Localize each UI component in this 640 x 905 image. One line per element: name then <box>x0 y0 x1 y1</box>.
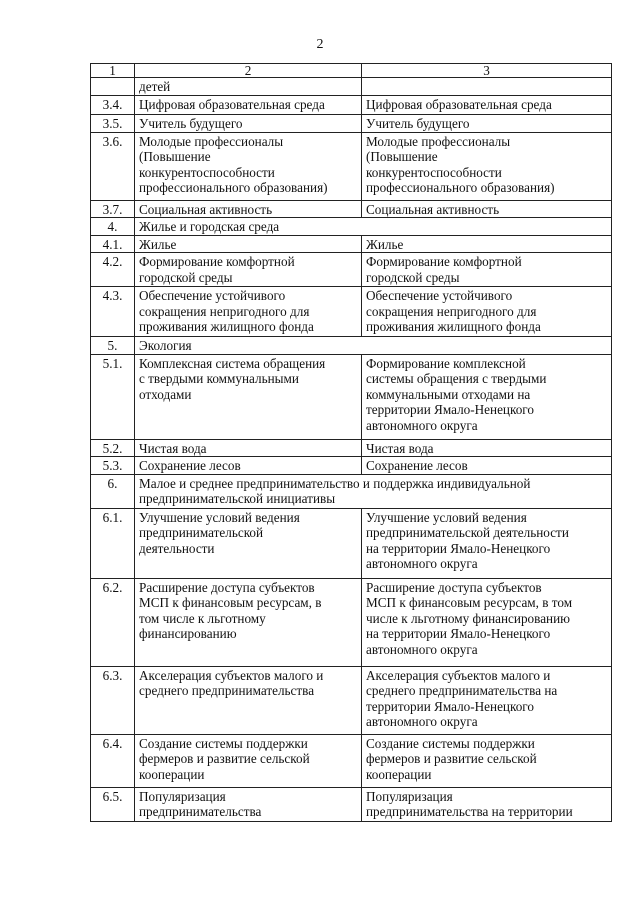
regional-project-name: Жилье <box>362 235 612 253</box>
project-name: Сохранение лесов <box>135 457 362 475</box>
regional-project-name: Создание системы поддержки фермеров и развитие сельской кооперации <box>362 734 612 787</box>
row-number: 3.7. <box>91 200 135 218</box>
row-number: 3.4. <box>91 95 135 114</box>
table-row <box>91 200 612 218</box>
row-number <box>91 78 135 96</box>
section-title: Экология <box>135 337 612 355</box>
row-number: 6. <box>91 474 135 508</box>
project-name: Социальная активность <box>135 200 362 218</box>
regional-project-name: Чистая вода <box>362 439 612 457</box>
project-name: Популяризация предпринимательства <box>135 787 362 821</box>
row-number: 4. <box>91 218 135 236</box>
project-name: Комплексная система обращения с твердыми коммунальными отходами <box>135 354 362 439</box>
table-row <box>91 457 612 475</box>
project-name: Расширение доступа субъектов МСП к финансовым ресурсам, в том числе к льготному финансированию <box>135 578 362 666</box>
project-name: Создание системы поддержки фермеров и развитие сельской кооперации <box>135 734 362 787</box>
row-number: 6.1. <box>91 508 135 578</box>
row-number: 5.3. <box>91 457 135 475</box>
row-number: 6.3. <box>91 666 135 734</box>
section-row <box>91 218 612 236</box>
header-col-2: 2 <box>135 64 362 78</box>
regional-project-name: Популяризация предпринимательства на территории <box>362 787 612 821</box>
regional-project-name: Цифровая образовательная среда <box>362 95 612 114</box>
regional-project-name: Учитель будущего <box>362 114 612 132</box>
table-row <box>91 253 612 287</box>
table-row <box>91 235 612 253</box>
row-number: 6.2. <box>91 578 135 666</box>
project-name: Улучшение условий ведения предпринимательской деятельности <box>135 508 362 578</box>
table-row <box>91 787 612 821</box>
table-row <box>91 114 612 132</box>
row-number: 3.6. <box>91 132 135 200</box>
row-number: 6.4. <box>91 734 135 787</box>
table-row <box>91 287 612 337</box>
table-row <box>91 95 612 114</box>
row-number: 3.5. <box>91 114 135 132</box>
row-number: 6.5. <box>91 787 135 821</box>
regional-project-name: Молодые профессионалы (Повышение конкурентоспособности профессионального образования) <box>362 132 612 200</box>
project-name: Формирование комфортной городской среды <box>135 253 362 287</box>
project-name: Чистая вода <box>135 439 362 457</box>
row-number: 4.1. <box>91 235 135 253</box>
section-title: Жилье и городская среда <box>135 218 612 236</box>
project-name: Жилье <box>135 235 362 253</box>
table-row <box>91 508 612 578</box>
header-col-3: 3 <box>362 64 612 78</box>
row-number: 5. <box>91 337 135 355</box>
section-row <box>91 474 612 508</box>
header-col-1: 1 <box>91 64 135 78</box>
regional-project-name: Социальная активность <box>362 200 612 218</box>
regional-project-name: Сохранение лесов <box>362 457 612 475</box>
programs-table <box>90 63 612 822</box>
regional-project-name: Обеспечение устойчивого сокращения непригодного для проживания жилищного фонда <box>362 287 612 337</box>
table-row <box>91 439 612 457</box>
table-row <box>91 578 612 666</box>
section-title: Малое и среднее предпринимательство и поддержка индивидуальной предпринимательской инициативы <box>135 474 612 508</box>
regional-project-name: Формирование комплексной системы обращения с твердыми коммунальными отходами на территории Ямало-Ненецкого автономного округа <box>362 354 612 439</box>
row-number: 5.1. <box>91 354 135 439</box>
regional-project-name <box>362 78 612 96</box>
regional-project-name: Акселерация субъектов малого и среднего предпринимательства на территории Ямало-Ненецкого автономного округа <box>362 666 612 734</box>
project-name: Акселерация субъектов малого и среднего предпринимательства <box>135 666 362 734</box>
project-name: Молодые профессионалы (Повышение конкурентоспособности профессионального образования) <box>135 132 362 200</box>
project-name: Учитель будущего <box>135 114 362 132</box>
table-row <box>91 78 612 96</box>
regional-project-name: Формирование комфортной городской среды <box>362 253 612 287</box>
table-header-row <box>91 64 612 78</box>
table-row <box>91 354 612 439</box>
section-row <box>91 337 612 355</box>
project-name: Обеспечение устойчивого сокращения непригодного для проживания жилищного фонда <box>135 287 362 337</box>
regional-project-name: Расширение доступа субъектов МСП к финансовым ресурсам, в том числе к льготному финансированию на территории Ямало-Ненецкого автономного округа <box>362 578 612 666</box>
row-number: 5.2. <box>91 439 135 457</box>
row-number: 4.2. <box>91 253 135 287</box>
table-row <box>91 132 612 200</box>
row-number: 4.3. <box>91 287 135 337</box>
regional-project-name: Улучшение условий ведения предпринимательской деятельности на территории Ямало-Ненецкого автономного округа <box>362 508 612 578</box>
project-name: Цифровая образовательная среда <box>135 95 362 114</box>
project-name: детей <box>135 78 362 96</box>
table-row <box>91 666 612 734</box>
table-row <box>91 734 612 787</box>
page-number: 2 <box>316 37 324 52</box>
